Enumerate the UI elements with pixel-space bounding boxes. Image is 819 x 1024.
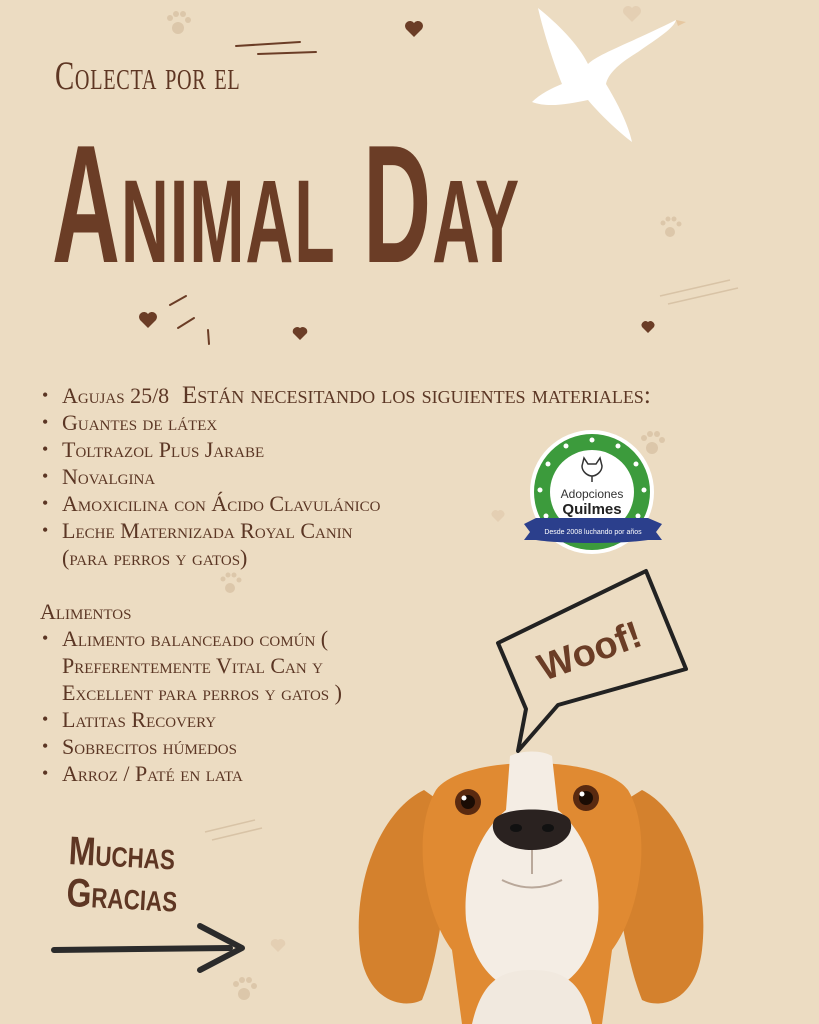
food-heading: Alimentos: [40, 599, 132, 624]
subtitle: Colecta por el: [55, 53, 241, 98]
lead-text: Están necesitando los siguientes materiales:: [182, 382, 651, 409]
list-item: • Agujas 25/8: [62, 382, 400, 409]
supplies-list: [40, 382, 400, 571]
list-item: • Alimento balanceado común ( Preferentemente Vital Can y Excellent para perros y gatos ): [62, 625, 400, 706]
logo-ribbon: Desde 2008 luchando por años: [544, 529, 642, 536]
list-item: • Novalgina: [62, 463, 400, 490]
list-item: • Arroz / Paté en lata: [62, 760, 400, 787]
beagle-dog-image: [352, 750, 712, 1024]
thanks-line2: Gracias: [65, 870, 179, 921]
list-item: • Latitas Recovery: [62, 706, 400, 733]
thanks-line1: Muchas: [67, 829, 177, 879]
list-item: • Sobrecitos húmedos: [62, 733, 400, 760]
page-title: Animal Day: [52, 110, 521, 298]
adopciones-quilmes-logo: [522, 428, 667, 560]
thanks-text: [66, 830, 181, 920]
list-item: • Amoxicilina con Ácido Clavulánico: [62, 490, 400, 517]
food-section: [40, 598, 400, 787]
list-item: • Leche Maternizada Royal Canin (para perros y gatos): [62, 517, 400, 571]
logo-line1: Adopciones: [560, 487, 624, 501]
bubble-text: Woof!: [532, 613, 648, 690]
speech-bubble: [490, 565, 700, 755]
logo-line2: Quilmes: [562, 501, 622, 518]
list-item: • Toltrazol Plus Jarabe: [62, 436, 400, 463]
list-item: • Guantes de látex: [62, 409, 400, 436]
goose-illustration: [528, 4, 688, 144]
arrow-right-icon: [50, 918, 250, 978]
